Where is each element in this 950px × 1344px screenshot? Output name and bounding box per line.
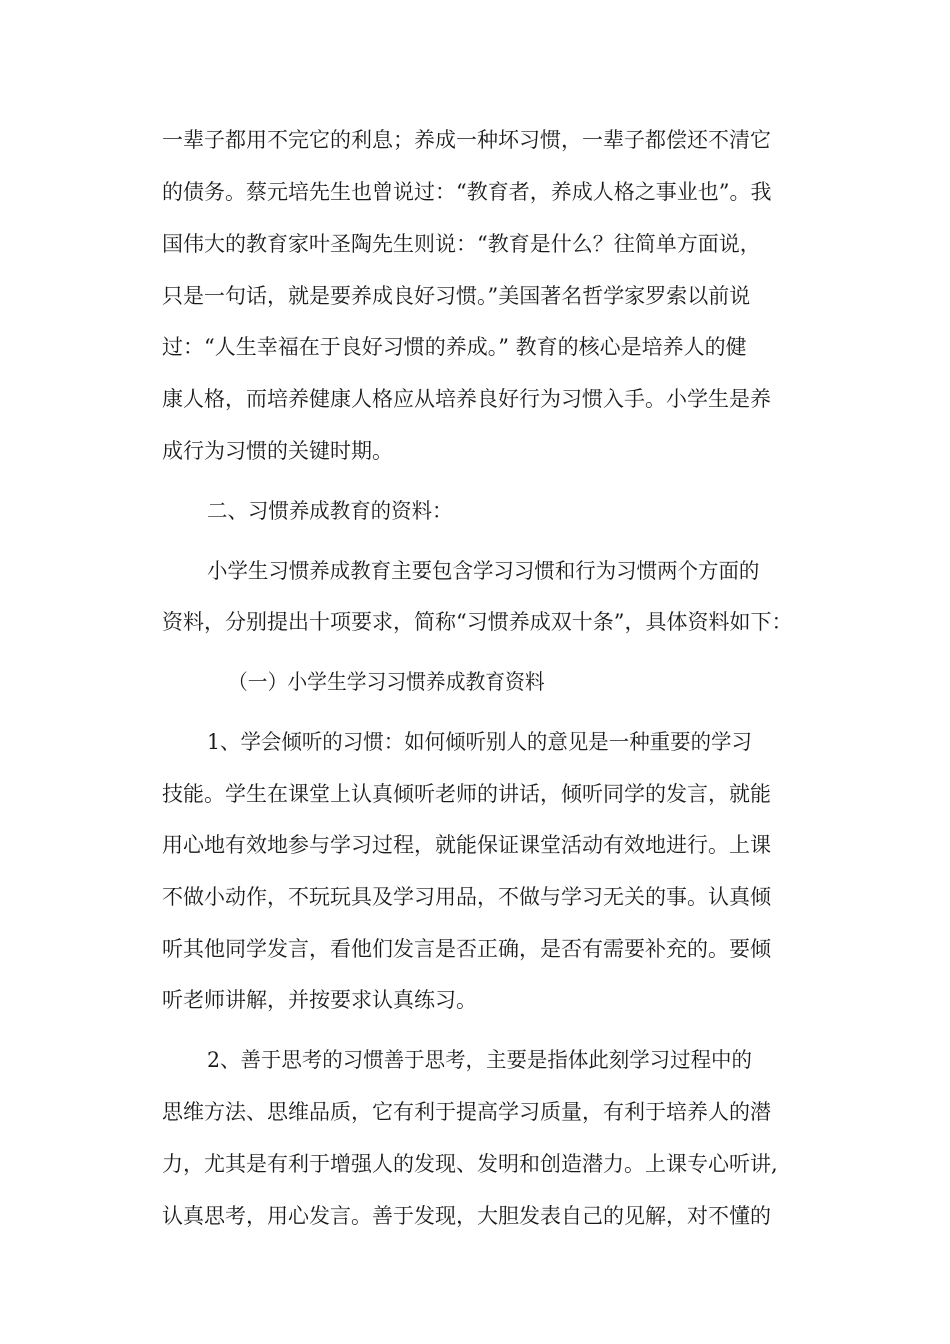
body-line: 力，尤其是有利于增强人的发现、发明和创造潜力。上课专心听讲,: [162, 1152, 778, 1176]
body-line: 的债务。蔡元培先生也曾说过：“教育者，养成人格之事业也”。我: [162, 180, 772, 204]
body-line: 过：“人生幸福在于良好习惯的养成。” 教育的核心是培养人的健: [162, 335, 747, 359]
body-line: 康人格，而培养健康人格应从培养良好行为习惯入手。小学生是养: [162, 387, 771, 411]
body-line: 不做小动作，不玩玩具及学习用品，不做与学习无关的事。认真倾: [162, 885, 771, 909]
subsection-heading: （一）小学生学习习惯养成教育资料: [228, 670, 545, 694]
body-line: 技能。学生在课堂上认真倾听老师的讲话，倾听同学的发言，就能: [162, 782, 771, 806]
body-line: 用心地有效地参与学习过程，就能保证课堂活动有效地进行。上课: [162, 833, 771, 857]
body-line: 思维方法、思维品质，它有利于提高学习质量，有利于培养人的潜: [162, 1100, 771, 1124]
body-line: 国伟大的教育家叶圣陶先生则说：“教育是什么？往简单方面说，: [162, 232, 761, 256]
body-line: 1、学会倾听的习惯：如何倾听别人的意见是一种重要的学习: [207, 730, 752, 754]
body-line: 成行为习惯的关键时期。: [162, 439, 393, 463]
body-line: 小学生习惯养成教育主要包含学习习惯和行为习惯两个方面的: [207, 559, 760, 583]
body-line: 资料，分别提出十项要求，简称“习惯养成双十条”，具体资料如下：: [162, 610, 793, 634]
body-line: 2、善于思考的习惯善于思考，主要是指体此刻学习过程中的: [207, 1048, 752, 1072]
body-line: 只是一句话，就是要养成良好习惯。”美国著名哲学家罗索以前说: [162, 284, 751, 308]
body-line: 认真思考，用心发言。善于发现，大胆发表自己的见解，对不懂的: [162, 1204, 771, 1228]
section-heading: 二、习惯养成教育的资料：: [207, 499, 453, 523]
body-line: 听其他同学发言，看他们发言是否正确，是否有需要补充的。要倾: [162, 937, 771, 961]
body-line: 一辈子都用不完它的利息；养成一种坏习惯，一辈子都偿还不清它: [162, 128, 771, 152]
body-line: 听老师讲解，并按要求认真练习。: [162, 988, 477, 1012]
